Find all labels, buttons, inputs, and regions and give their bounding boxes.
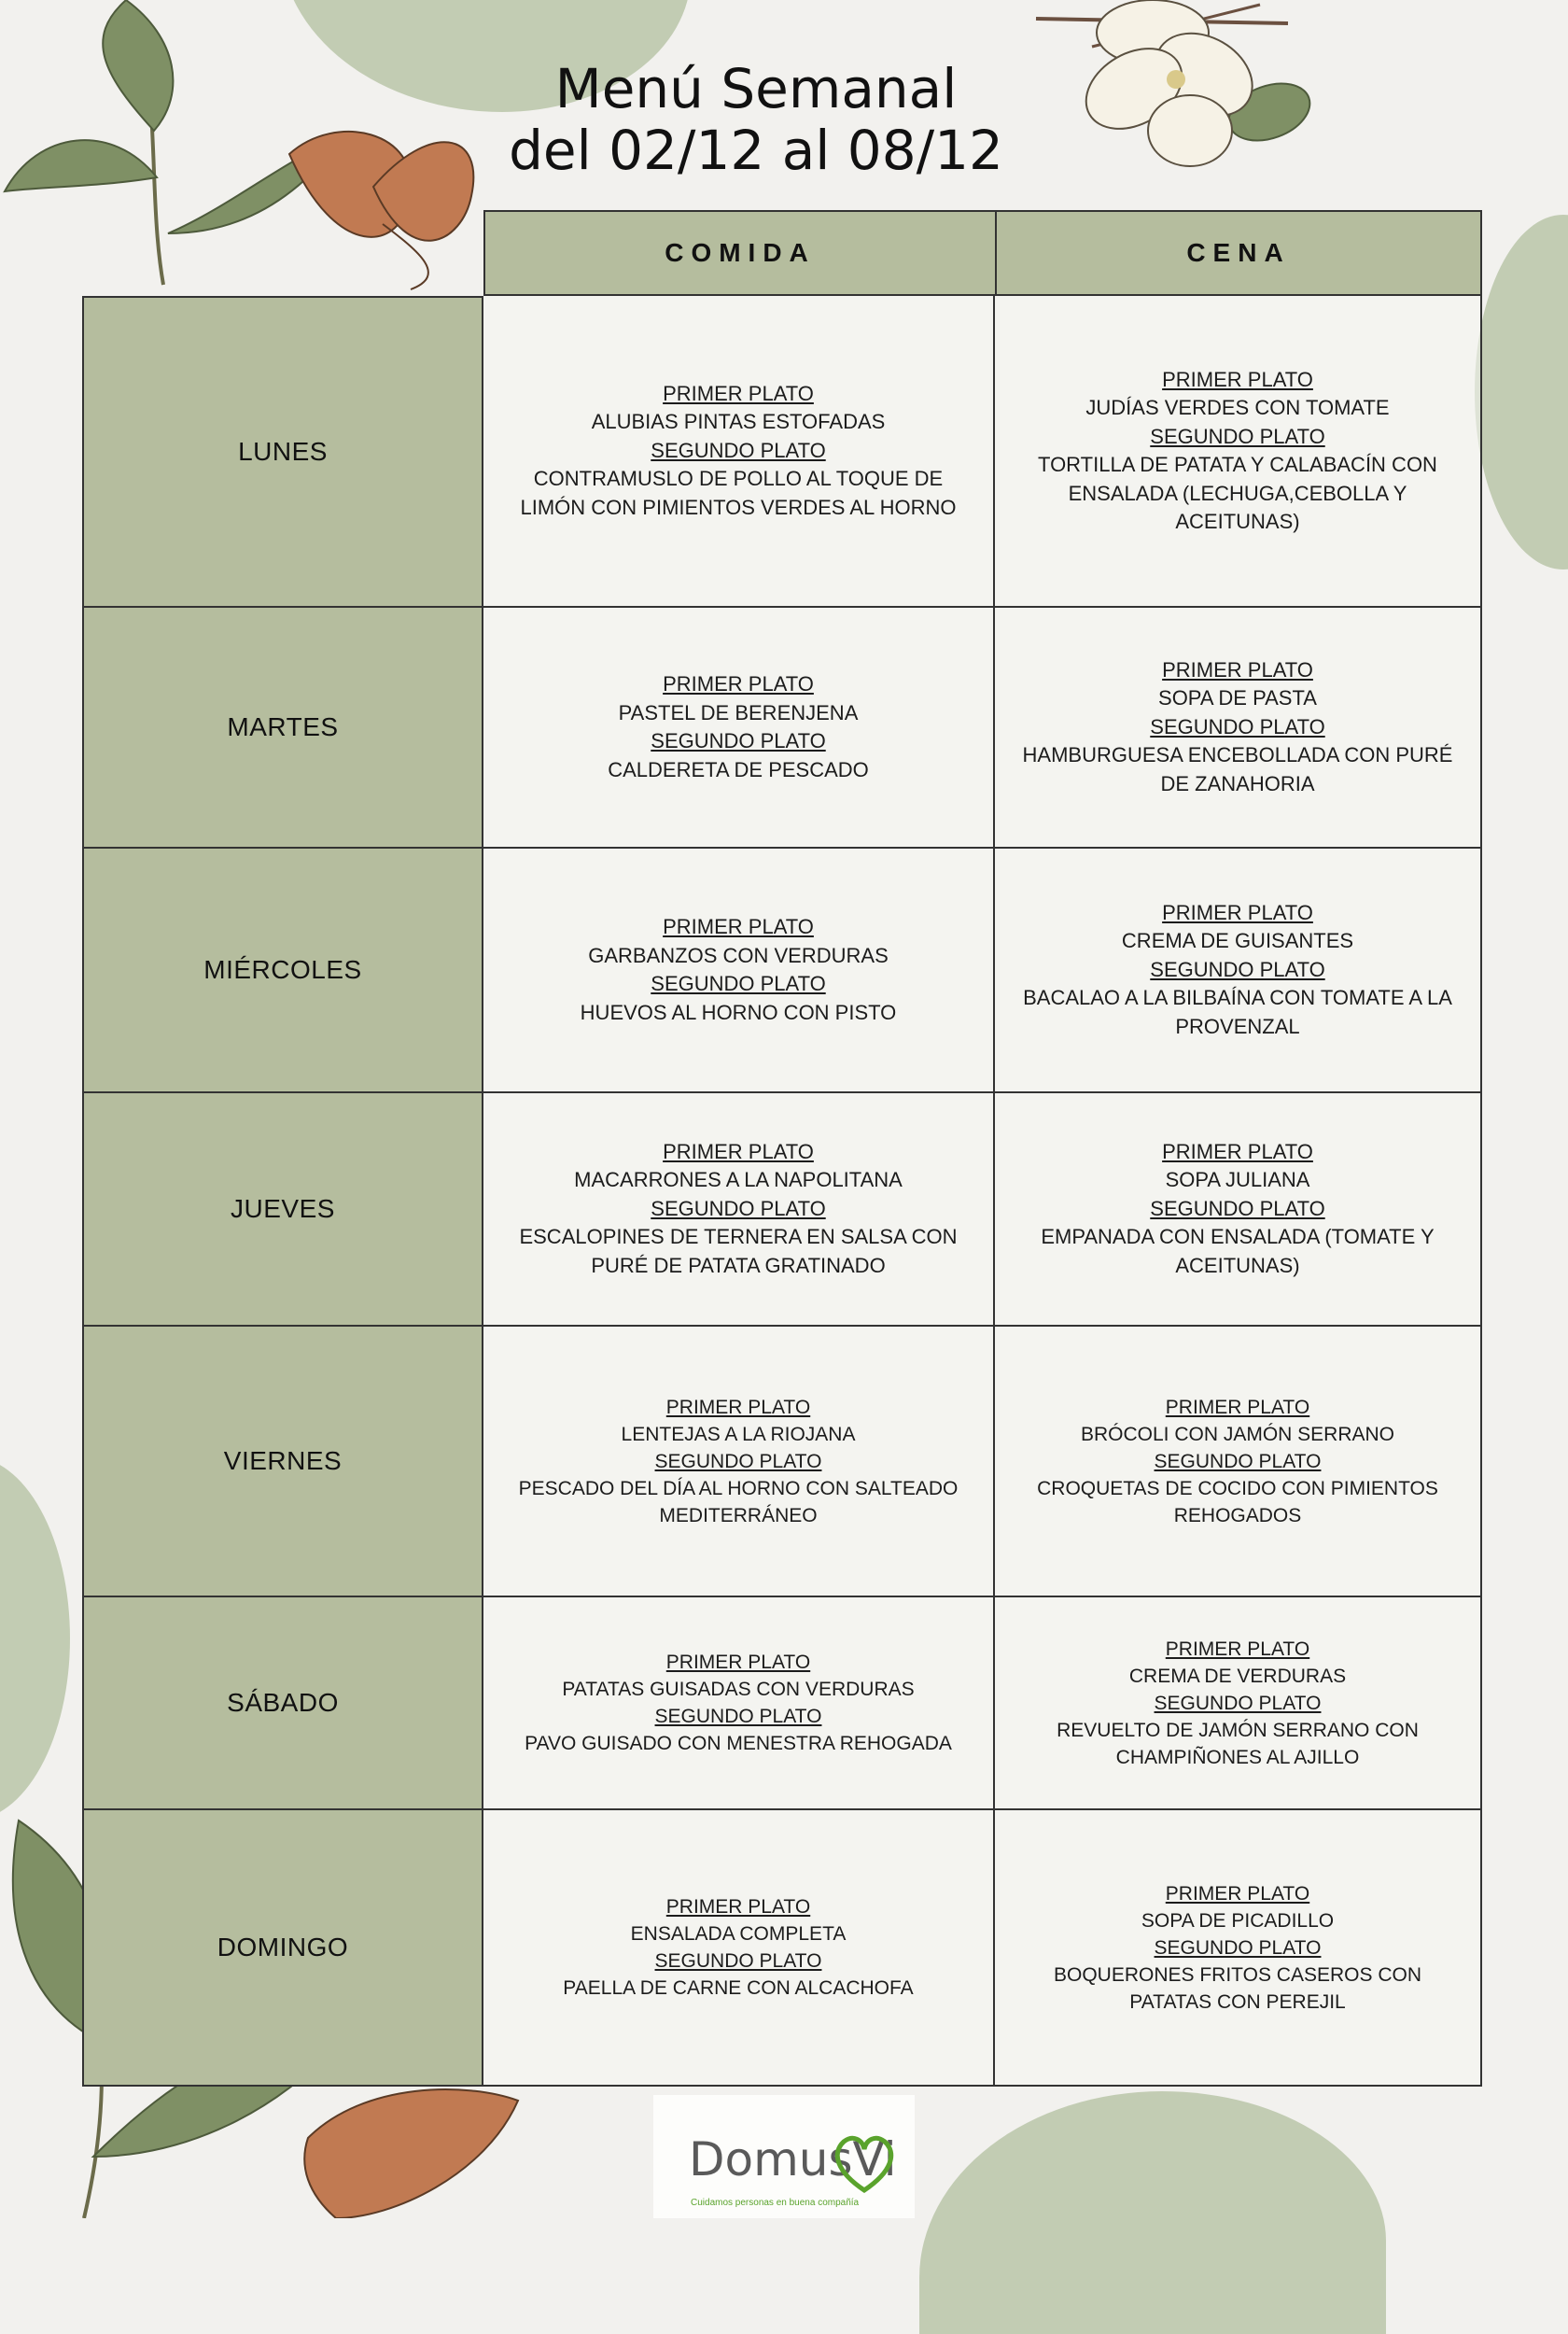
page-title <box>0 58 1512 181</box>
first-course-dish: CREMA DE GUISANTES <box>1121 929 1354 953</box>
second-course-label: SEGUNDO PLATO <box>1150 424 1325 448</box>
first-course-dish: SOPA JULIANA <box>1165 1168 1310 1192</box>
first-course-label: PRIMER PLATO <box>665 1652 811 1673</box>
second-course-label: SEGUNDO PLATO <box>651 438 826 462</box>
second-course-dish: BACALAO A LA BILBAÍNA CON TOMATE A LA PROVENZAL <box>1023 986 1452 1038</box>
first-course-dish: BRÓCOLI CON JAMÓN SERRANO <box>1080 1423 1395 1445</box>
second-course-dish: EMPANADA CON ENSALADA (TOMATE Y ACEITUNAS) <box>1041 1225 1435 1277</box>
dinner-menu-cell <box>995 1810 1482 2087</box>
first-course-label: PRIMER PLATO <box>663 915 814 938</box>
lunch-menu-cell <box>483 608 995 849</box>
second-course-label: SEGUNDO PLATO <box>654 1450 822 1472</box>
first-course-label: PRIMER PLATO <box>1162 1139 1313 1163</box>
second-course-label: SEGUNDO PLATO <box>1154 1692 1322 1714</box>
background-blob-right <box>1475 215 1568 569</box>
second-course-label: SEGUNDO PLATO <box>1150 957 1325 981</box>
first-course-label: PRIMER PLATO <box>663 1139 814 1163</box>
background-blob-bottom <box>919 2091 1386 2334</box>
second-course-label: SEGUNDO PLATO <box>651 729 826 752</box>
day-label: JUEVES <box>82 1093 483 1327</box>
day-label: VIERNES <box>82 1327 483 1597</box>
lunch-menu-cell <box>483 849 995 1093</box>
second-course-dish: PESCADO DEL DÍA AL HORNO CON SALTEADO MEDITERRÁNEO <box>518 1477 959 1526</box>
header-empty-corner <box>82 210 483 296</box>
day-label: MIÉRCOLES <box>82 849 483 1093</box>
second-course-dish: BOQUERONES FRITOS CASEROS CON PATATAS CON PEREJIL <box>1053 1963 1421 2013</box>
first-course-label: PRIMER PLATO <box>663 381 814 405</box>
first-course-dish: SOPA DE PICADILLO <box>1141 1909 1335 1932</box>
second-course-label: SEGUNDO PLATO <box>1154 1450 1322 1472</box>
lunch-menu-cell <box>483 296 995 608</box>
second-course-dish: TORTILLA DE PATATA Y CALABACÍN CON ENSALADA (LECHUGA,CEBOLLA Y ACEITUNAS) <box>1038 453 1437 533</box>
title-line-1: Menú Semanal <box>554 57 958 120</box>
second-course-dish: PAVO GUISADO CON MENESTRA REHOGADA <box>525 1733 952 1754</box>
background-blob-left <box>0 1456 70 1821</box>
column-header-lunch: COMIDA <box>483 210 995 296</box>
first-course-dish: CREMA DE VERDURAS <box>1128 1665 1347 1687</box>
weekly-menu-table <box>82 210 1482 2087</box>
first-course-dish: PASTEL DE BERENJENA <box>618 700 859 724</box>
day-label: SÁBADO <box>82 1597 483 1810</box>
second-course-label: SEGUNDO PLATO <box>651 1196 826 1220</box>
day-label: MARTES <box>82 608 483 849</box>
second-course-dish: HUEVOS AL HORNO CON PISTO <box>580 1000 897 1024</box>
day-label: DOMINGO <box>82 1810 483 2087</box>
title-line-2: del 02/12 al 08/12 <box>509 119 1003 182</box>
second-course-label: SEGUNDO PLATO <box>654 1950 822 1972</box>
second-course-dish: HAMBURGUESA ENCEBOLLADA CON PURÉ DE ZANAHORIA <box>1022 743 1453 795</box>
first-course-label: PRIMER PLATO <box>665 1396 811 1418</box>
brand-logo <box>653 2095 915 2218</box>
lunch-menu-cell <box>483 1093 995 1327</box>
day-label: LUNES <box>82 296 483 608</box>
first-course-dish: MACARRONES A LA NAPOLITANA <box>574 1168 903 1192</box>
brand-logo-tagline: Cuidamos personas en buena compañía <box>691 2198 860 2208</box>
second-course-label: SEGUNDO PLATO <box>651 972 826 995</box>
lunch-menu-cell <box>483 1810 995 2087</box>
second-course-dish: CROQUETAS DE COCIDO CON PIMIENTOS REHOGADOS <box>1037 1477 1438 1526</box>
first-course-dish: GARBANZOS CON VERDURAS <box>588 943 889 967</box>
second-course-dish: CONTRAMUSLO DE POLLO AL TOQUE DE LIMÓN CON PIMIENTOS VERDES AL HORNO <box>520 467 957 519</box>
dinner-menu-cell <box>995 1093 1482 1327</box>
first-course-label: PRIMER PLATO <box>1162 900 1313 924</box>
second-course-dish: PAELLA DE CARNE CON ALCACHOFA <box>563 1977 914 1999</box>
heart-logo-icon <box>827 2125 902 2200</box>
second-course-dish: REVUELTO DE JAMÓN SERRANO CON CHAMPIÑONES AL AJILLO <box>1057 1719 1419 1768</box>
first-course-dish: JUDÍAS VERDES CON TOMATE <box>1085 396 1390 419</box>
first-course-dish: LENTEJAS A LA RIOJANA <box>621 1423 856 1445</box>
first-course-dish: ALUBIAS PINTAS ESTOFADAS <box>591 410 886 434</box>
first-course-label: PRIMER PLATO <box>1162 367 1313 391</box>
first-course-dish: SOPA DE PASTA <box>1158 686 1317 710</box>
second-course-label: SEGUNDO PLATO <box>1154 1936 1322 1959</box>
dinner-menu-cell <box>995 849 1482 1093</box>
first-course-label: PRIMER PLATO <box>1165 1882 1310 1905</box>
second-course-label: SEGUNDO PLATO <box>1150 714 1325 738</box>
first-course-label: PRIMER PLATO <box>663 672 814 696</box>
dinner-menu-cell <box>995 608 1482 849</box>
brand-logo-wordmark: DomusVi <box>689 2132 897 2186</box>
second-course-dish: ESCALOPINES DE TERNERA EN SALSA CON PURÉ DE PATATA GRATINADO <box>519 1225 958 1277</box>
lunch-menu-cell <box>483 1597 995 1810</box>
second-course-label: SEGUNDO PLATO <box>1150 1196 1325 1220</box>
lunch-menu-cell <box>483 1327 995 1597</box>
dinner-menu-cell <box>995 1597 1482 1810</box>
first-course-label: PRIMER PLATO <box>665 1896 811 1918</box>
second-course-label: SEGUNDO PLATO <box>654 1706 822 1727</box>
dinner-menu-cell <box>995 296 1482 608</box>
dinner-menu-cell <box>995 1327 1482 1597</box>
second-course-dish: CALDERETA DE PESCADO <box>608 757 869 781</box>
column-header-dinner: CENA <box>995 210 1482 296</box>
first-course-dish: PATATAS GUISADAS CON VERDURAS <box>562 1679 915 1700</box>
first-course-label: PRIMER PLATO <box>1165 1396 1310 1418</box>
first-course-label: PRIMER PLATO <box>1165 1638 1310 1660</box>
first-course-dish: ENSALADA COMPLETA <box>630 1923 847 1945</box>
first-course-label: PRIMER PLATO <box>1162 657 1313 682</box>
